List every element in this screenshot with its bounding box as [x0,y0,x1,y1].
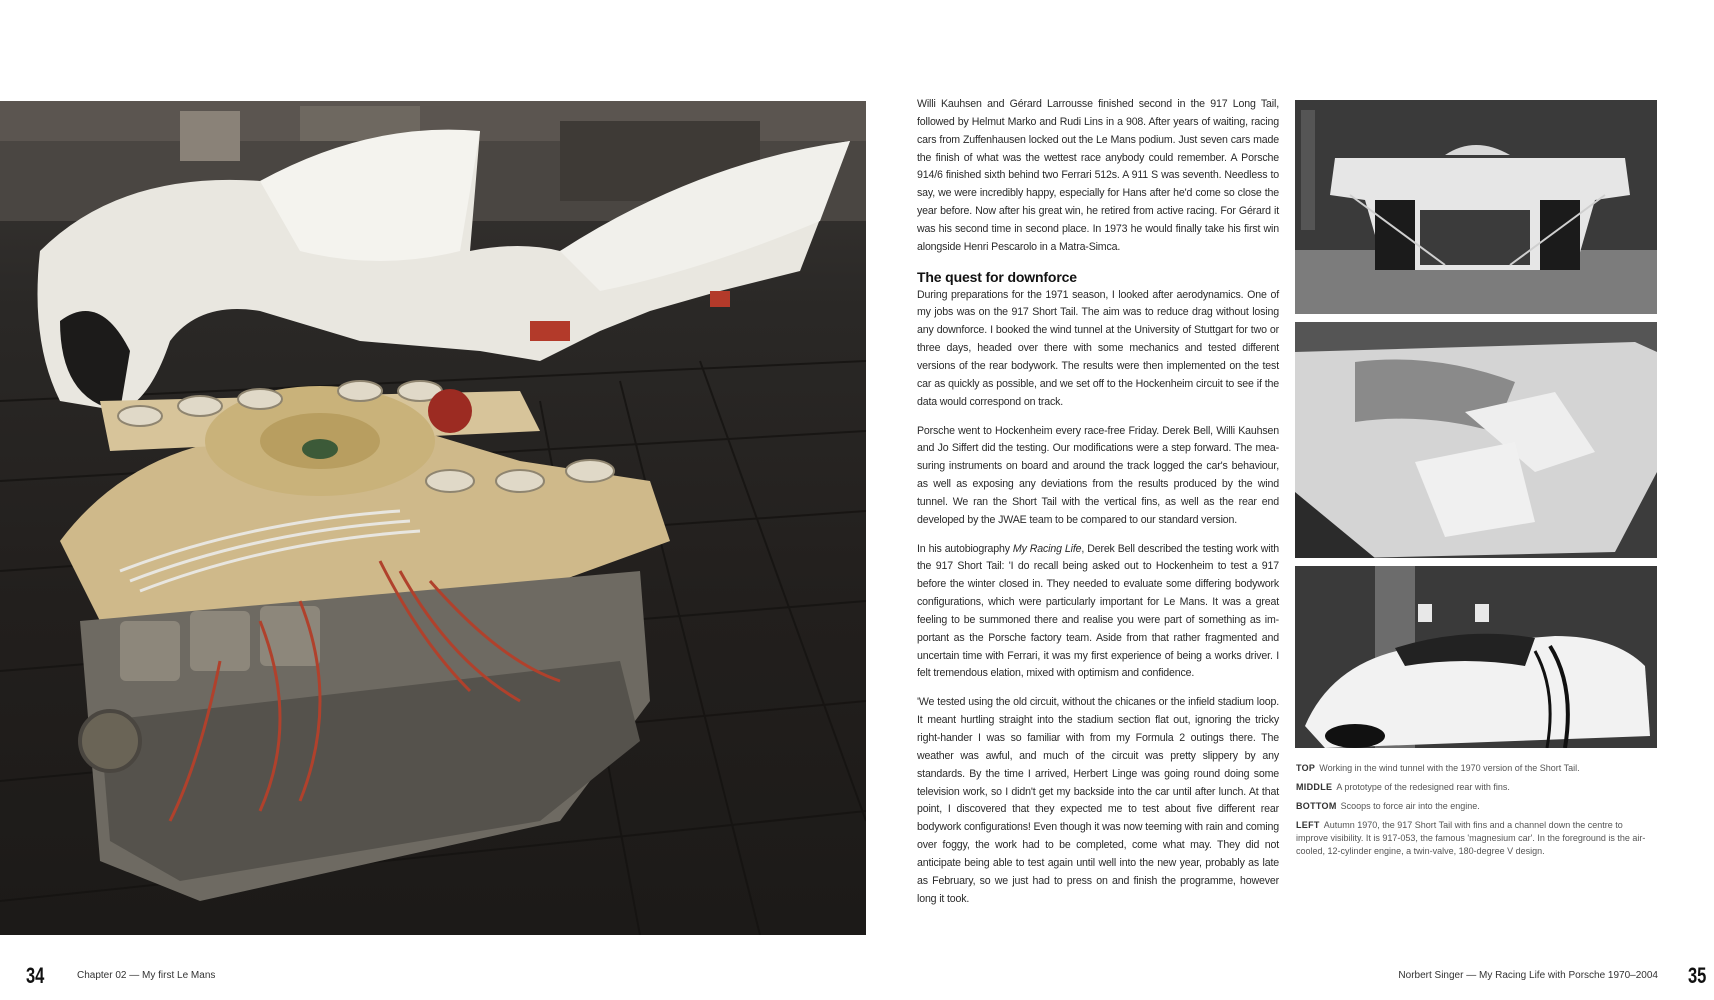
caption-middle-label: MIDDLE [1296,782,1333,792]
running-head-left: Chapter 02 — My first Le Mans [77,970,216,981]
paragraph-autobiography-quote: , Derek Bell described the testing work with the 917 Short Tail: 'I do recall being asked out to Hockenheim to test a 917 before the winter closed in. They needed to evaluate some differing bodywork configurations, which were particularly important for Le Mans. It was a great feeling to be summoned there and realise you were part of something as im-portant as the Porsche factory team. Aside from that rather fragmented and uncertain time with Ferrari, it was my first experience of being a works driver. I felt tremendous elation, mixed with optimism and confidence. [917,542,1279,680]
photo-air-scoops [1295,566,1657,748]
photo-engine-and-917-short-tail [0,101,866,935]
page-number-right: 35 [1688,963,1707,988]
caption-left [1296,819,1651,858]
caption-left-label: LEFT [1296,820,1320,830]
photo-wind-tunnel-rear-view [1295,100,1657,314]
caption-top [1296,762,1651,775]
book-title: My Racing Life [1012,542,1082,555]
paragraph-testing-day: 'We tested using the old circuit, without the chicanes or the infield stadium loop. It meant hurtling straight into the stadium section flat out, ignoring the tricky right-hander I was so familiar with from my Formula 2 outings there. The weather was awful, and much of the circuit was pretty slippery by any standards. By the time I arrived, Herbert Linge was going round doing some television work, so I didn't get my backside into the car until after lunch. At that point, I discovered that they expected me to test about five different rear bodywork configurations! Even though it was now teeming with rain and coming over foggy, the work had to be completed, come what may. They did not anticipate being able to test again until well into the new year, probably as late as February, so we just had to press on and finish the programme, however long it took. [917,696,1279,905]
caption-bottom-text: Scoops to force air into the engine. [1340,801,1480,811]
caption-top-label: TOP [1296,763,1316,773]
caption-top-text: Working in the wind tunnel with the 1970 version of the Short Tail. [1319,763,1580,773]
caption-middle-text: A prototype of the redesigned rear with fins. [1336,782,1510,792]
caption-bottom [1296,800,1651,813]
paragraph-autobiography-intro: In his autobiography [917,542,1013,555]
body-text-column [917,96,1279,919]
page-number-left: 34 [26,963,45,988]
paragraph-preparations: During preparations for the 1971 season, I looked after aerodynamics. One of my jobs was on the 917 Short Tail. The aim was to reduce drag without losing any downforce. I booked the wind tunnel at the University of Stuttgart for two or three days, headed over there with some mechanics and tested different versions of the rear bodywork. The results were then implemented on the test car as quickly as possible, and we set off to the Hockenheim circuit to see if the data would correspond on track. [917,288,1279,408]
caption-left-text: Autumn 1970, the 917 Short Tail with fins and a channel down the centre to improve visibility. It is 917-053, the famous 'magnesium car'. In the foreground is the air-cooled, 12-cylinder engine, a twin-valve, 180-degree V design. [1296,820,1646,856]
running-head-right: Norbert Singer — My Racing Life with Porsche 1970–2004 [1398,970,1658,981]
photo-captions [1296,762,1651,864]
caption-bottom-label: BOTTOM [1296,801,1337,811]
caption-middle [1296,781,1651,794]
paragraph-hockenheim: Porsche went to Hockenheim every race-free Friday. Derek Bell, Willi Kauhsen and Jo Siffert did the testing. Our modifications were a step forward. The mea-suring instruments on board and around the track logged the car's behaviour, as well as exposing any deviations from the results produced by the wind tunnel. We ran the Short Tail with the vertical fins, as well as the rear end developed by the JWAE team to be compared to our standard version. [917,424,1279,526]
section-heading: The quest for downforce [917,268,1077,285]
photo-prototype-rear-with-fins [1295,322,1657,558]
paragraph-results: Willi Kauhsen and Gérard Larrousse finished second in the 917 Long Tail, followed by Helmut Marko and Rudi Lins in a 908. After years of waiting, racing cars from Zuffenhausen locked out the Le Mans podium. Just seven cars made the finish of what was the wettest race anybody could remember. A Porsche 914/6 finished sixth behind two Ferrari 512s. A 911 S was seventh. Needless to say, we were incredibly happy, especially for Hans after he'd come so close the year before. Now after his great win, he retired from active racing. For Gérard it was his second time in second place. In 1973 he would finally take his first win alongside Henri Pescarolo in a Matra-Simca. [917,98,1279,253]
paragraph-autobiography [917,541,1279,684]
